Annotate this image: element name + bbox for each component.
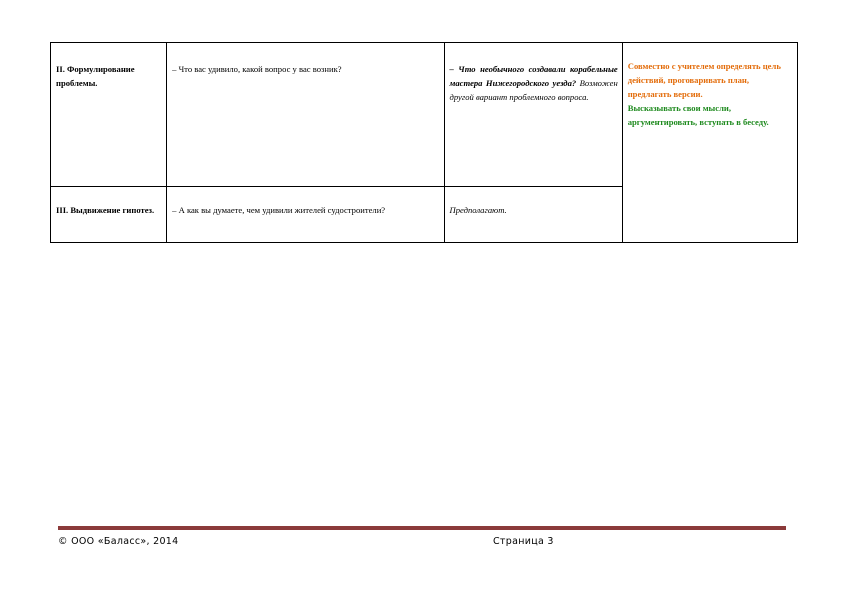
- uud-regulative: Совместно с учителем определять цель действий, проговаривать план, предлагать версии.: [627, 61, 781, 99]
- uud-communicative: Высказывать свои мысли, аргументировать, вступать в беседу.: [627, 103, 769, 127]
- student-cell: [444, 43, 622, 187]
- teacher-text: – А как вы думаете, чем удивили жителей судостроители?: [172, 205, 386, 215]
- table-row: [51, 43, 798, 187]
- stage-label: III. Выдвижение гипотез.: [56, 205, 155, 215]
- footer-copyright: © ООО «Баласс», 2014: [58, 536, 179, 547]
- uud-cell: [622, 43, 797, 243]
- teacher-cell: [167, 187, 444, 243]
- student-note: Возможен другой вариант проблемного вопроса.: [449, 78, 618, 102]
- stage-cell: [51, 43, 167, 187]
- teacher-cell: [167, 43, 444, 187]
- footer-divider: [58, 526, 786, 530]
- student-cell: [444, 187, 622, 243]
- stage-label: II. Формулирование проблемы.: [56, 64, 135, 88]
- student-question: – Что необычного создавали корабельные мастера Нижегородского уезда?: [449, 64, 618, 88]
- stage-cell: [51, 187, 167, 243]
- lesson-table: [50, 42, 798, 243]
- student-text: Предполагают.: [449, 205, 507, 215]
- footer-page-number: Страница 3: [493, 536, 554, 547]
- teacher-text: – Что вас удивило, какой вопрос у вас возник?: [172, 64, 342, 74]
